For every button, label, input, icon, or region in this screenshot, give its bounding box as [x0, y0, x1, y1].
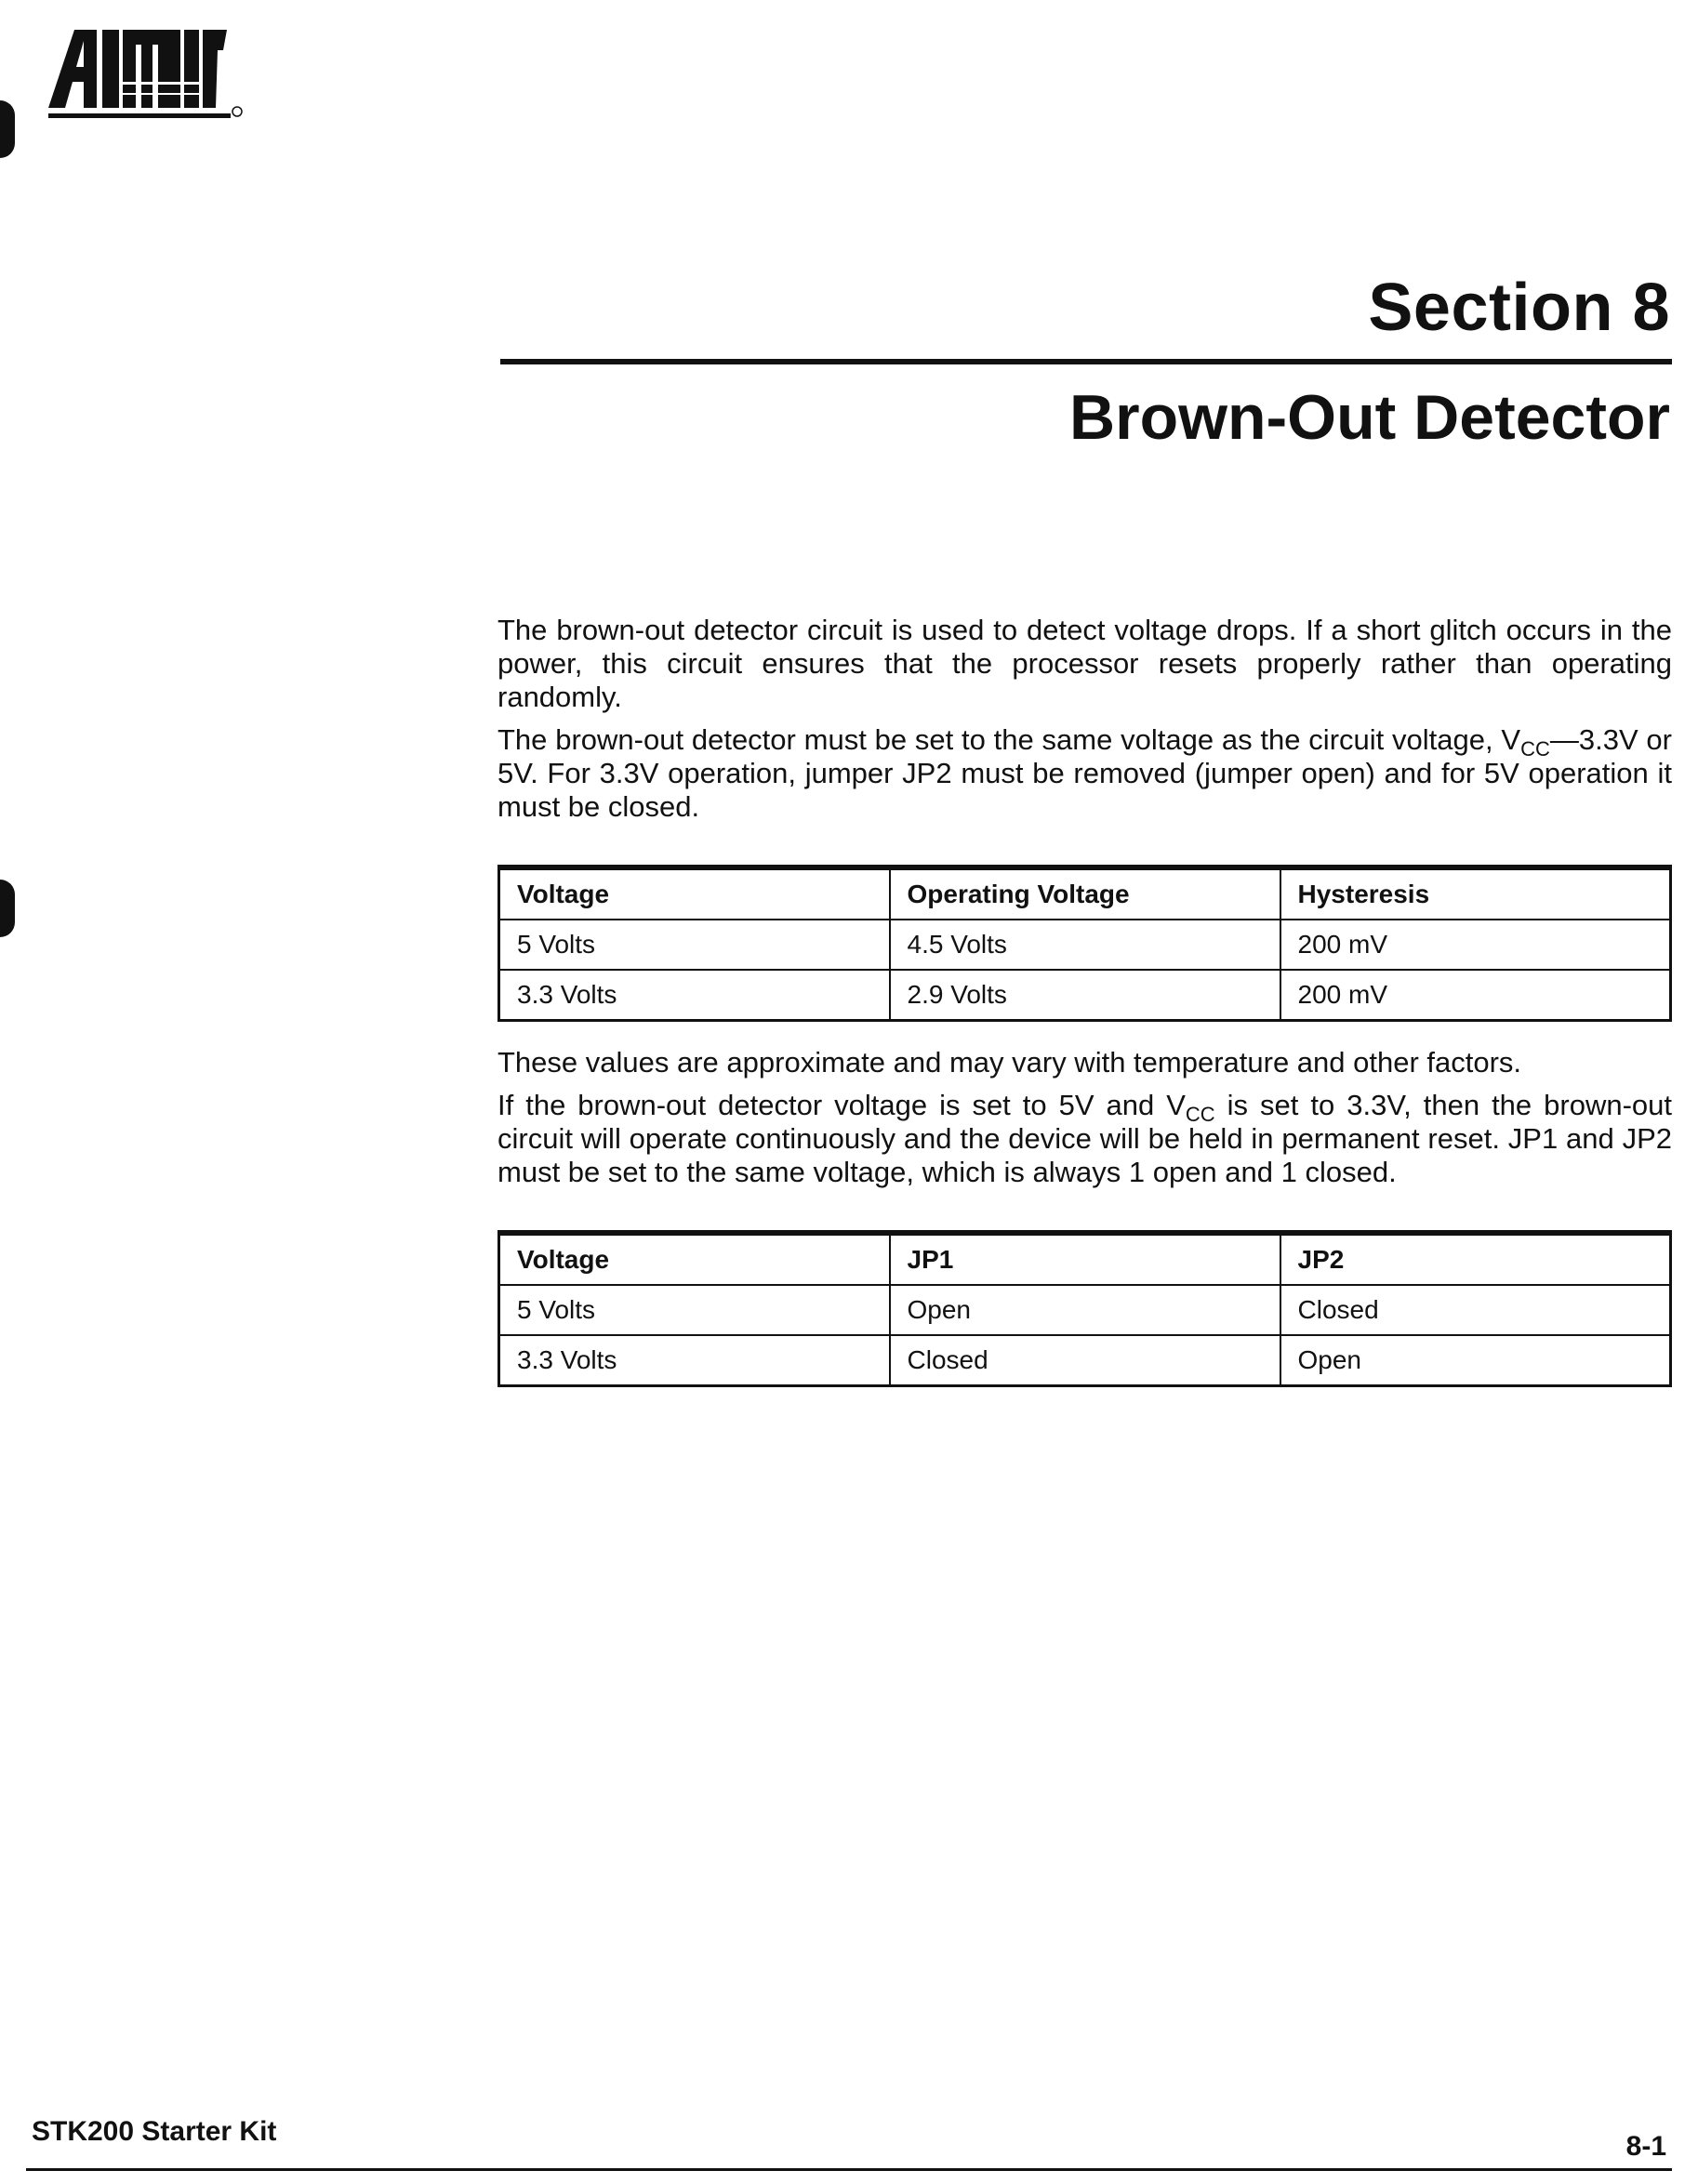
approximation-note: These values are approximate and may vary with temperature and other factors.: [497, 1046, 1522, 1079]
jumper-paragraph: [497, 1089, 1672, 1189]
table-row: [499, 1285, 1671, 1335]
table-row: [499, 970, 1671, 1021]
table-cell: Closed: [1280, 1285, 1671, 1335]
table-cell: 2.9 Volts: [890, 970, 1280, 1021]
table-cell: Closed: [890, 1335, 1280, 1386]
voltage-paragraph-text: The brown-out detector must be set to the same voltage as the circuit voltage, V: [497, 723, 1521, 756]
table-header-cell: Voltage: [499, 867, 890, 920]
table-header-cell: JP2: [1280, 1233, 1671, 1285]
table-cell: Open: [1280, 1335, 1671, 1386]
table-header-cell: Hysteresis: [1280, 867, 1671, 920]
table-cell: Open: [890, 1285, 1280, 1335]
operating-voltage-table: [497, 865, 1672, 1022]
footer-rule: [26, 2168, 1672, 2171]
binder-hole-mark: [0, 880, 15, 937]
binder-hole-mark: [0, 100, 15, 158]
voltage-paragraph-text: —3.3V or 5V. For 3.3V operation, jumper JP2 must be removed (jumper open) and for 5V operation it must be closed.: [497, 723, 1672, 823]
jumper-setting-table: [497, 1230, 1672, 1387]
section-number: Section 8: [1368, 271, 1670, 345]
table-cell: 3.3 Volts: [499, 1335, 890, 1386]
intro-paragraph: The brown-out detector circuit is used to detect voltage drops. If a short glitch occurs in the power, this circuit ensures that the processor resets properly rather than operating randomly.: [497, 614, 1672, 713]
voltage-paragraph: [497, 723, 1672, 824]
chapter-title: Brown-Out Detector: [1069, 382, 1670, 453]
table-row: [499, 1335, 1671, 1386]
table-header-row: [499, 1233, 1671, 1285]
table-header-row: [499, 867, 1671, 920]
table-cell: 200 mV: [1280, 970, 1671, 1021]
page-number: 8-1: [1625, 2131, 1666, 2162]
table-cell: 5 Volts: [499, 920, 890, 970]
table-cell: 200 mV: [1280, 920, 1671, 970]
table-header-cell: JP1: [890, 1233, 1280, 1285]
vcc-subscript: CC: [1520, 737, 1550, 761]
atmel-logo: [48, 26, 244, 119]
table-header-cell: Operating Voltage: [890, 867, 1280, 920]
footer-product-name: STK200 Starter Kit: [32, 2116, 277, 2147]
header-rule: [500, 359, 1672, 364]
table-cell: 3.3 Volts: [499, 970, 890, 1021]
jumper-paragraph-text: If the brown-out detector voltage is set to 5V and V: [497, 1089, 1186, 1121]
table-header-cell: Voltage: [499, 1233, 890, 1285]
jumper-paragraph-text: is set to 3.3V, then the brown-out circuit will operate continuously and the device will be held in permanent reset. JP1 and JP2 must be set to the same voltage, which is always 1 open and 1 closed.: [497, 1089, 1672, 1188]
table-cell: 4.5 Volts: [890, 920, 1280, 970]
vcc-subscript: CC: [1185, 1103, 1215, 1127]
table-cell: 5 Volts: [499, 1285, 890, 1335]
main-content: [497, 614, 1672, 1411]
table-row: [499, 920, 1671, 970]
